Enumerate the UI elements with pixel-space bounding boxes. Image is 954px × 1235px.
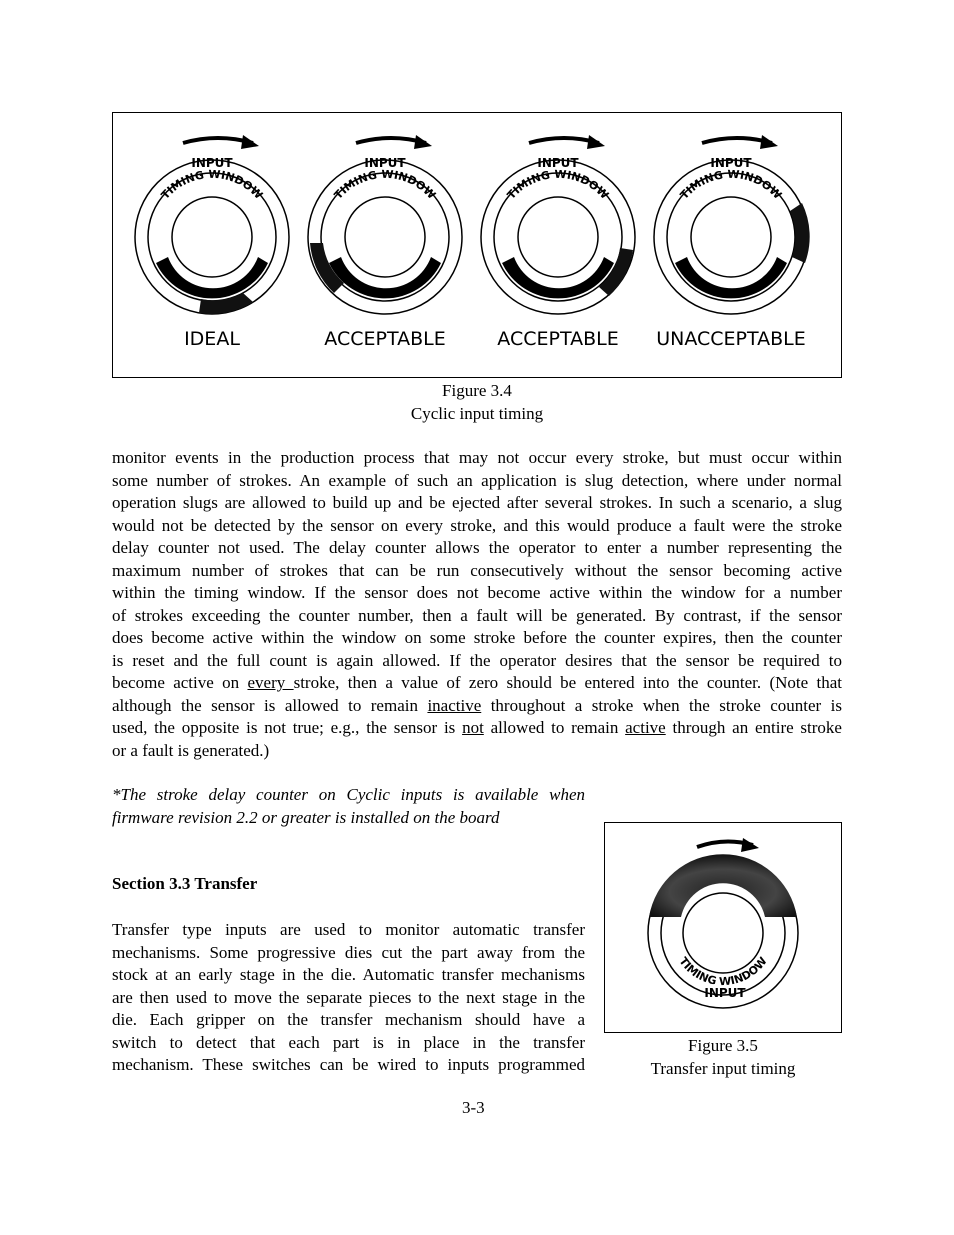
transfer-line: mechanism. These switches can be wired to inputs programmed bbox=[112, 1055, 585, 1074]
ring-label-input: INPUT bbox=[191, 156, 233, 170]
figure-3-5-diagram bbox=[605, 823, 841, 1032]
note-line: *The stroke delay counter on Cyclic inputs is available when bbox=[112, 785, 585, 804]
figure-3-5-frame bbox=[604, 822, 842, 1033]
note-line: firmware revision 2.2 or greater is installed on the board bbox=[112, 807, 500, 827]
body-line: some number of strokes. An example of such an application is slug detection, where under normal bbox=[112, 470, 842, 490]
underlined-every: every bbox=[247, 673, 294, 692]
dial-label-acceptable-1: ACCEPTABLE bbox=[324, 328, 446, 350]
underlined-not: not bbox=[462, 718, 484, 737]
section-heading: Section 3.3 Transfer bbox=[112, 874, 258, 893]
body-line: delay counter not used. The delay counter allows the operator to enter a number representing the bbox=[112, 538, 842, 557]
figure-3-5-title: Transfer input timing bbox=[650, 1058, 796, 1078]
dial-acceptable-2 bbox=[481, 135, 635, 314]
body-line: is reset and the full count is again allowed. If the operator desires that the sensor be required to bbox=[112, 650, 842, 670]
transfer-line: stock at an early stage in the die. Automatic transfer mechanisms bbox=[112, 965, 585, 984]
body-line: become active on every stroke, then a value of zero should be entered into the counter. (Note that bbox=[112, 673, 842, 692]
underlined-inactive: inactive bbox=[427, 695, 482, 715]
body-line: of strokes exceeding the counter number, then a fault will be generated. By contrast, if the sensor bbox=[112, 605, 842, 625]
body-line: does become active within the window on some stroke before the counter expires, then the counter bbox=[112, 628, 842, 647]
ring-label-timing-window: TIMING WINDOW bbox=[331, 167, 439, 202]
body-line: or a fault is generated.) bbox=[112, 740, 270, 760]
dial-acceptable-1 bbox=[308, 135, 462, 314]
dial-label-acceptable-2: ACCEPTABLE bbox=[497, 328, 619, 350]
body-paragraph bbox=[112, 447, 842, 762]
dial-unacceptable bbox=[654, 135, 810, 314]
figure-3-5-caption bbox=[604, 1035, 842, 1080]
body-line: operation slugs are allowed to build up and be ejected after several strokes. In such a scenario, a slug bbox=[112, 493, 842, 512]
firmware-note bbox=[112, 784, 585, 829]
ring-label-input: INPUT bbox=[537, 156, 579, 170]
transfer-line: switch to detect that each part is in place in the transfer bbox=[112, 1032, 585, 1052]
underlined-active: active bbox=[625, 718, 666, 737]
dial-label-ideal: IDEAL bbox=[184, 328, 240, 350]
figure-3-4-title: Cyclic input timing bbox=[410, 403, 544, 423]
ring-label-input: INPUT bbox=[710, 156, 752, 170]
ring-label-timing-window: TIMING WINDOW bbox=[676, 954, 770, 989]
transfer-paragraph bbox=[112, 919, 585, 1077]
transfer-window-band bbox=[649, 854, 797, 917]
figure-3-4-caption bbox=[112, 380, 842, 425]
figure-3-4-frame bbox=[112, 112, 842, 378]
body-line: maximum number of strokes that can be run consecutively without the sensor becoming active bbox=[112, 560, 842, 580]
ring-label-timing-window: TIMING WINDOW bbox=[504, 167, 612, 202]
ring-label-timing-window: TIMING WINDOW bbox=[677, 167, 785, 202]
ring-label-input: INPUT bbox=[364, 156, 406, 170]
body-line: used, the opposite is not true; e.g., the sensor is not allowed to remain active through an entire stroke bbox=[112, 718, 842, 737]
figure-3-5-number: Figure 3.5 bbox=[688, 1036, 758, 1055]
figure-3-4-diagram bbox=[113, 113, 841, 377]
body-line: would not be detected by the sensor on every stroke, and this would produce a fault were the stroke bbox=[112, 515, 842, 535]
body-line: monitor events in the production process that may not occur every stroke, but must occur within bbox=[112, 448, 842, 467]
body-line: within the timing window. If the sensor does not become active within the window for a number bbox=[112, 583, 842, 602]
body-line: although the sensor is allowed to remain inactive throughout a stroke when the stroke counter is bbox=[112, 695, 842, 715]
transfer-line: mechanisms. Some progressive dies cut the part away from the bbox=[112, 942, 585, 962]
dial-ideal bbox=[113, 113, 289, 314]
figure-3-4-number: Figure 3.4 bbox=[442, 381, 512, 400]
ring-label-input: INPUT bbox=[704, 986, 746, 1000]
transfer-line: are then used to move the separate pieces to the next stage in the bbox=[112, 987, 585, 1007]
dial-label-unacceptable: UNACCEPTABLE bbox=[656, 328, 806, 350]
transfer-line: die. Each gripper on the transfer mechanism should have a bbox=[112, 1010, 585, 1029]
page-number: 3-3 bbox=[462, 1098, 485, 1117]
ring-label-timing-window: TIMING WINDOW bbox=[158, 167, 266, 202]
transfer-line: Transfer type inputs are used to monitor automatic transfer bbox=[112, 920, 585, 939]
